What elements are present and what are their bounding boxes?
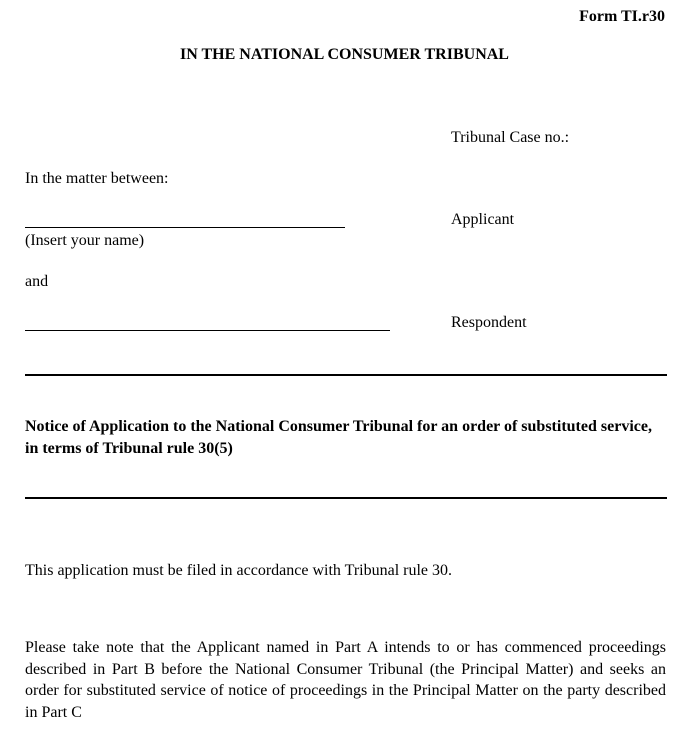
- case-number-label: Tribunal Case no.:: [451, 129, 570, 146]
- form-code: Form TI.r30: [579, 8, 665, 25]
- matter-between-label: In the matter between:: [25, 170, 169, 187]
- respondent-label: Respondent: [451, 314, 527, 331]
- applicant-name-line[interactable]: [25, 227, 345, 228]
- applicant-label: Applicant: [451, 211, 515, 228]
- filing-note: This application must be filed in accordance with Tribunal rule 30.: [25, 562, 453, 579]
- applicant-name-hint: (Insert your name): [25, 232, 145, 249]
- and-label: and: [25, 273, 49, 290]
- divider-bottom: [25, 497, 667, 499]
- respondent-name-line[interactable]: [25, 330, 390, 331]
- document-title: IN THE NATIONAL CONSUMER TRIBUNAL: [180, 46, 509, 63]
- notice-title: Notice of Application to the National Consumer Tribunal for an order of substituted service, in terms of Tribunal rule 30(5): [25, 418, 652, 457]
- take-note-paragraph: Please take note that the Applicant named in Part A intends to or has commenced proceedings described in Part B before the National Consumer Tribunal (the Principal Matter) and seeks an order for substituted service of notice of proceedings in the Principal Matter on the party described in Part C: [25, 639, 666, 721]
- divider-top: [25, 374, 667, 376]
